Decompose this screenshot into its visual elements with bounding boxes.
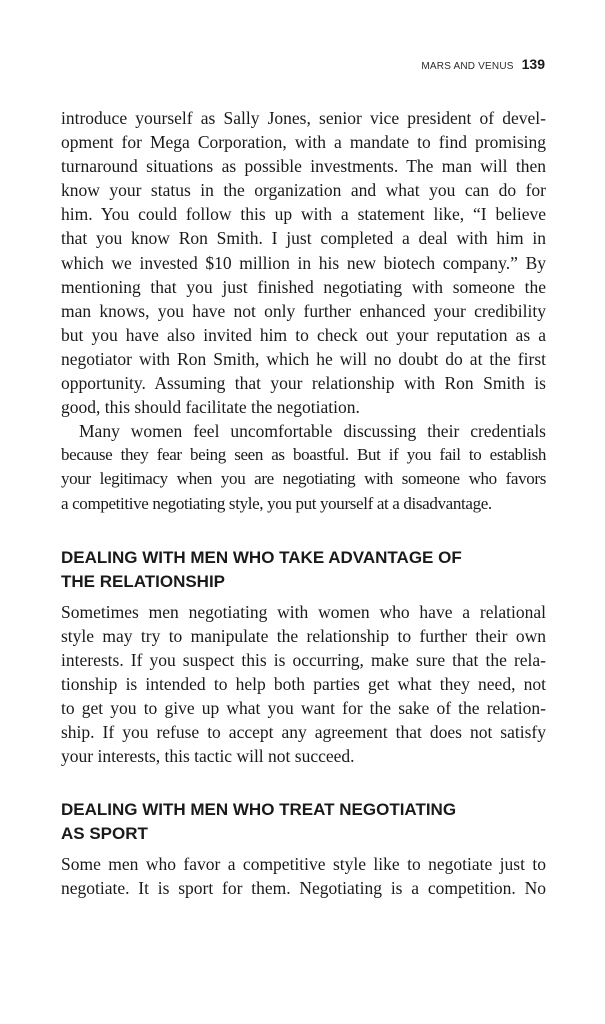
- text-line: to get you to give up what you want for the sake of the relation-: [61, 697, 546, 718]
- section-heading-relationship: [61, 546, 546, 594]
- text-line: a competitive negotiating style, you put yourself at a disadvantage.: [61, 493, 492, 513]
- text-line: negotiate. It is sport for them. Negotiating is a competition. No: [61, 878, 546, 899]
- text-line: man knows, you have not only further enhanced your credibility: [61, 300, 546, 321]
- text-line: Many women feel uncomfortable discussing their credentials: [79, 421, 546, 442]
- text-line: introduce yourself as Sally Jones, senior vice president of devel-: [61, 108, 546, 128]
- text-line: mentioning that you just finished negotiating with someone the: [61, 276, 546, 297]
- heading-line: AS SPORT: [61, 824, 148, 844]
- running-head: [421, 55, 545, 76]
- text-line: opportunity. Assuming that your relationship with Ron Smith is: [61, 373, 546, 394]
- text-line: turnaround situations as possible investments. The man will then: [61, 156, 546, 177]
- text-line: him. You could follow this up with a statement like, “I believe: [61, 204, 546, 225]
- text-line: your legitimacy when you are negotiating with someone who favors: [61, 469, 546, 489]
- text-line: Sometimes men negotiating with women who have a relational: [61, 601, 546, 622]
- text-line: opment for Mega Corporation, with a mandate to find promising: [61, 132, 546, 153]
- heading-line: DEALING WITH MEN WHO TREAT NEGOTIATING: [61, 800, 457, 820]
- paragraph-2: [61, 419, 546, 515]
- heading-line: THE RELATIONSHIP: [61, 571, 226, 591]
- text-line: tionship is intended to help both parties get what they need, not: [61, 673, 546, 694]
- paragraph-3: [61, 600, 546, 769]
- text-line: good, this should facilitate the negotiation.: [61, 397, 360, 418]
- heading-line: DEALING WITH MEN WHO TAKE ADVANTAGE OF: [61, 547, 462, 567]
- text-line: negotiator with Ron Smith, which he will no doubt do at the first: [61, 348, 546, 369]
- text-line: because they fear being seen as boastful. But if you fail to establish: [61, 445, 546, 465]
- paragraph-1: [61, 106, 546, 419]
- text-line: that you know Ron Smith. I just completed a deal with him in: [61, 228, 546, 249]
- body-text: [61, 106, 546, 900]
- text-line: Some men who favor a competitive style like to negotiate just to: [61, 854, 546, 875]
- text-line: ship. If you refuse to accept any agreement that does not satisfy: [61, 722, 546, 743]
- page-number: 139: [521, 56, 545, 72]
- text-line: interests. If you suspect this is occurring, make sure that the rela-: [61, 649, 546, 670]
- section-heading-sport: [61, 798, 546, 846]
- text-line: which we invested $10 million in his new biotech company.” By: [61, 252, 546, 273]
- text-line: know your status in the organization and what you can do for: [61, 180, 546, 201]
- text-line: style may try to manipulate the relationship to further their own: [61, 625, 546, 646]
- text-line: your interests, this tactic will not succeed.: [61, 746, 355, 767]
- paragraph-4: [61, 852, 546, 900]
- running-head-title: MARS AND VENUS: [421, 61, 514, 72]
- text-line: but you have also invited him to check out your reputation as a: [61, 324, 546, 345]
